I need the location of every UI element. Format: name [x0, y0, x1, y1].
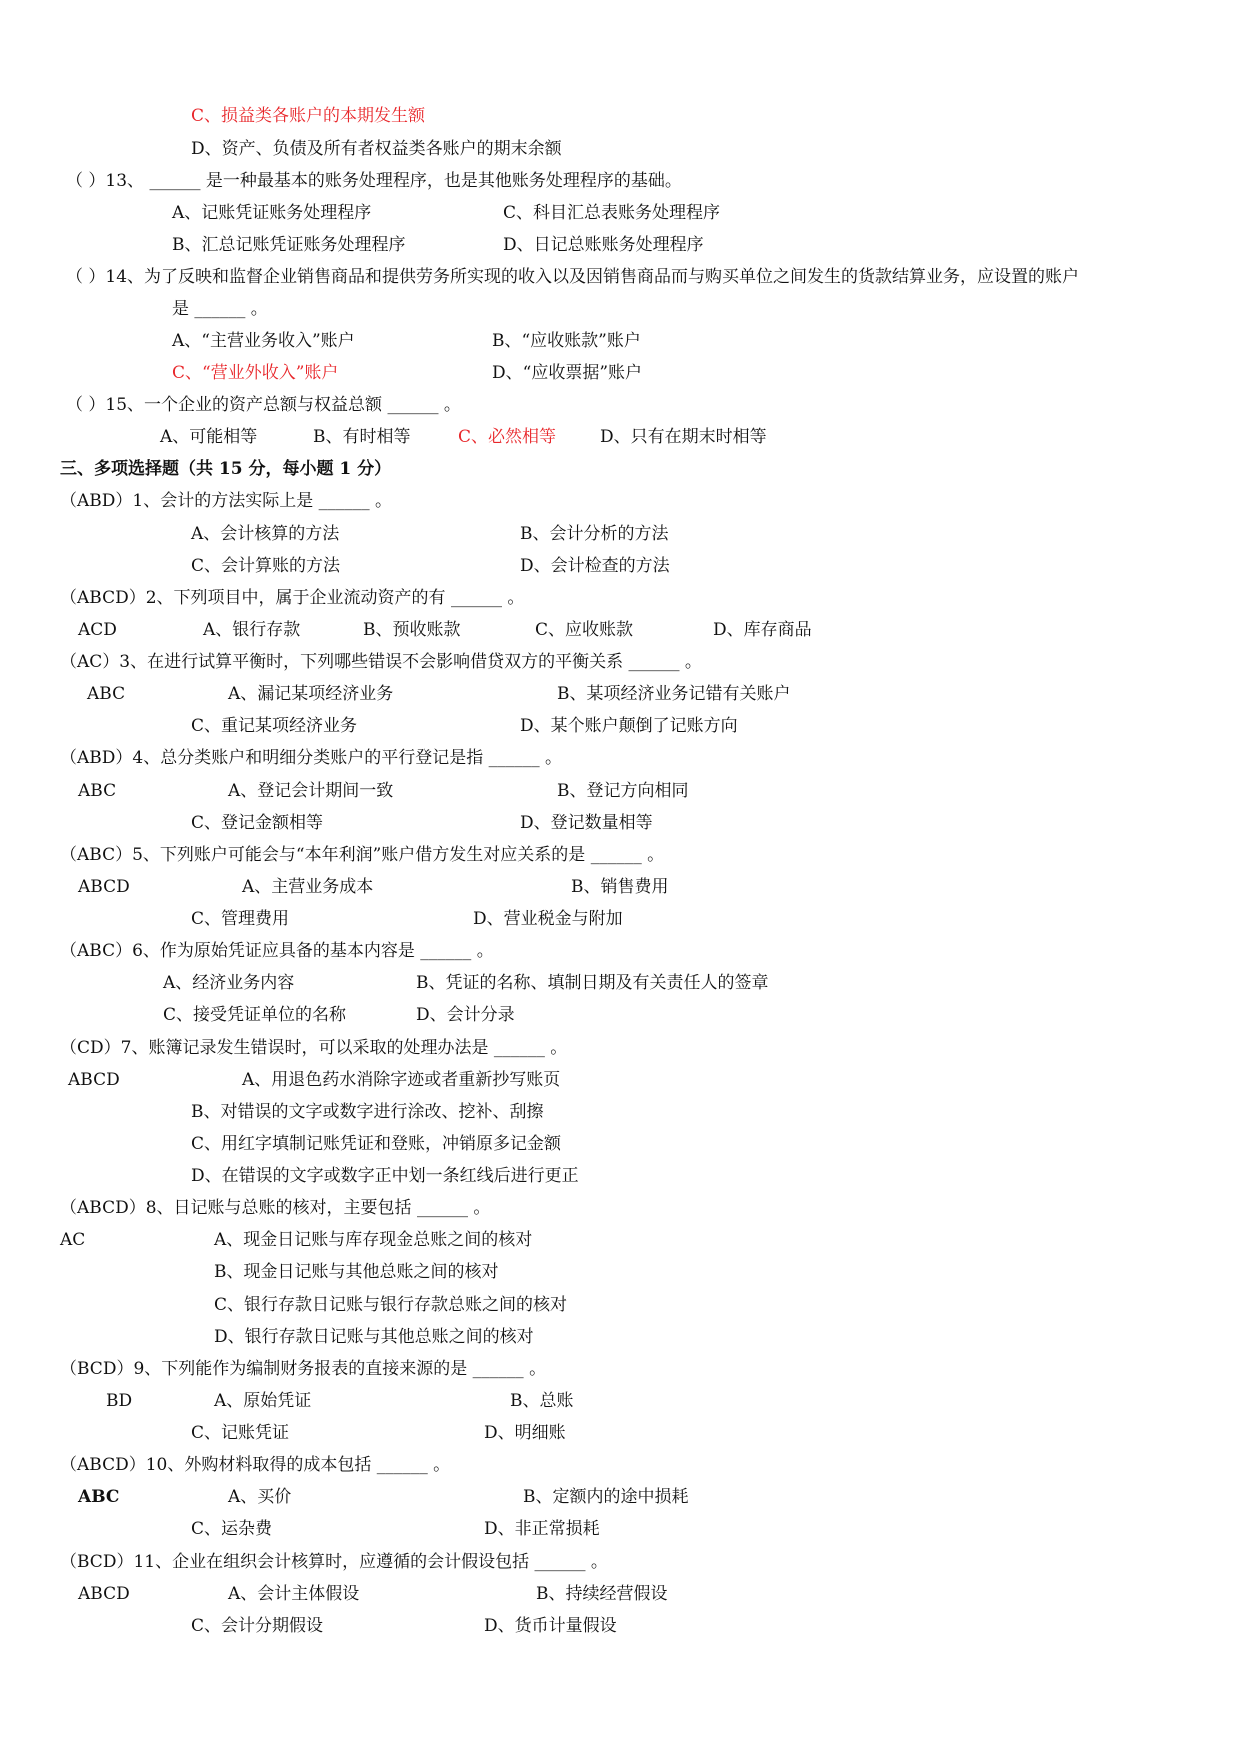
document-line: C、应收账款 — [535, 620, 634, 640]
document-line: A、买价 — [228, 1487, 292, 1507]
document-line: D、银行存款日记账与其他总账之间的核对 — [214, 1327, 534, 1347]
document-line: （BCD）11、企业在组织会计核算时，应遵循的会计假设包括 ______ 。 — [60, 1552, 608, 1572]
document-line: ACD — [78, 620, 117, 640]
document-line: B、持续经营假设 — [536, 1584, 668, 1604]
document-line: ABCD — [78, 877, 130, 897]
document-line: C、“营业外收入”账户 — [172, 363, 339, 383]
document-line: ABCD — [68, 1070, 120, 1090]
document-line: B、登记方向相同 — [557, 781, 689, 801]
document-line: A、会计核算的方法 — [191, 524, 340, 544]
document-line: ABC — [87, 684, 126, 704]
document-line: （ ）15、一个企业的资产总额与权益总额 ______ 。 — [66, 395, 461, 415]
document-line: C、用红字填制记账凭证和登账，冲销原多记金额 — [191, 1134, 562, 1154]
document-line: D、货币计量假设 — [484, 1616, 617, 1636]
document-line: D、明细账 — [484, 1423, 566, 1443]
document-line: （ABD）4、总分类账户和明细分类账户的平行登记是指 ______ 。 — [60, 748, 563, 768]
document-line: D、某个账户颠倒了记账方向 — [520, 716, 738, 736]
document-line: C、银行存款日记账与银行存款总账之间的核对 — [214, 1295, 568, 1315]
document-line: D、“应收票据”账户 — [492, 363, 643, 383]
document-line: D、库存商品 — [713, 620, 812, 640]
document-line: （ABCD）8、日记账与总账的核对，主要包括 ______ 。 — [60, 1198, 491, 1218]
document-line: （ ）14、为了反映和监督企业销售商品和提供劳务所实现的收入以及因销售商品而与购买单位之间发生的货款结算业务，应设置的账户 — [66, 267, 1080, 287]
document-line: A、主营业务成本 — [242, 877, 374, 897]
document-line: C、重记某项经济业务 — [191, 716, 358, 736]
document-line: （ ）13、 ______ 是一种最基本的账务处理程序，也是其他账务处理程序的基础。 — [66, 171, 682, 191]
document-line: B、汇总记账凭证账务处理程序 — [172, 235, 406, 255]
document-line: C、会计分期假设 — [191, 1616, 324, 1636]
document-line: D、日记总账账务处理程序 — [503, 235, 704, 255]
document-line: B、对错误的文字或数字进行涂改、挖补、刮擦 — [191, 1102, 544, 1122]
document-line: C、接受凭证单位的名称 — [163, 1005, 347, 1025]
document-line: （BCD）9、下列能作为编制财务报表的直接来源的是 ______ 。 — [60, 1359, 547, 1379]
document-line: A、可能相等 — [160, 427, 258, 447]
document-line: B、现金日记账与其他总账之间的核对 — [214, 1262, 499, 1282]
document-line: A、现金日记账与库存现金总账之间的核对 — [214, 1230, 533, 1250]
document-line: B、某项经济业务记错有关账户 — [557, 684, 791, 704]
document-line: D、会计检查的方法 — [520, 556, 670, 576]
document-line: ABC — [78, 781, 117, 801]
document-line: （ABC）6、作为原始凭证应具备的基本内容是 ______ 。 — [60, 941, 494, 961]
document-line: D、只有在期末时相等 — [600, 427, 767, 447]
document-line: A、原始凭证 — [214, 1391, 312, 1411]
document-line: B、凭证的名称、填制日期及有关责任人的签章 — [416, 973, 769, 993]
document-line: A、银行存款 — [203, 620, 301, 640]
section-heading: ABC — [78, 1487, 120, 1507]
document-line: （AC）3、在进行试算平衡时，下列哪些错误不会影响借贷双方的平衡关系 ______ 。 — [60, 652, 702, 672]
document-line: C、必然相等 — [458, 427, 557, 447]
document-line: B、有时相等 — [313, 427, 411, 447]
document-line: AC — [60, 1230, 86, 1250]
document-line: D、营业税金与附加 — [473, 909, 623, 929]
document-line: A、用退色药水消除字迹或者重新抄写账页 — [242, 1070, 561, 1090]
document-line: C、会计算账的方法 — [191, 556, 341, 576]
document-line: （ABD）1、会计的方法实际上是 ______ 。 — [60, 491, 393, 511]
document-line: C、损益类各账户的本期发生额 — [191, 106, 426, 126]
document-line: B、销售费用 — [571, 877, 669, 897]
document-line: B、会计分析的方法 — [520, 524, 669, 544]
document-line: （ABCD）10、外购材料取得的成本包括 ______ 。 — [60, 1455, 451, 1475]
document-line: A、漏记某项经济业务 — [228, 684, 394, 704]
document-line: （ABCD）2、下列项目中，属于企业流动资产的有 ______ 。 — [60, 588, 525, 608]
section-heading: 三、多项选择题（共 15 分，每小题 1 分） — [60, 459, 392, 479]
document-line: B、“应收账款”账户 — [492, 331, 641, 351]
document-line: ABCD — [78, 1584, 130, 1604]
document-line: C、科目汇总表账务处理程序 — [503, 203, 721, 223]
document-line: A、会计主体假设 — [228, 1584, 360, 1604]
document-line: B、总账 — [510, 1391, 574, 1411]
document-line: D、登记数量相等 — [520, 813, 653, 833]
document-line: C、记账凭证 — [191, 1423, 290, 1443]
document-line: A、登记会计期间一致 — [228, 781, 394, 801]
document-line: B、定额内的途中损耗 — [523, 1487, 689, 1507]
document-line: C、登记金额相等 — [191, 813, 324, 833]
document-line: D、非正常损耗 — [484, 1519, 600, 1539]
document-line: B、预收账款 — [363, 620, 461, 640]
document-line: C、运杂费 — [191, 1519, 273, 1539]
document-line: C、管理费用 — [191, 909, 290, 929]
document-line: 是 ______ 。 — [172, 299, 268, 319]
document-line: D、在错误的文字或数字正中划一条红线后进行更正 — [191, 1166, 579, 1186]
document-line: A、经济业务内容 — [163, 973, 295, 993]
document-line: A、记账凭证账务处理程序 — [172, 203, 372, 223]
document-line: D、会计分录 — [416, 1005, 515, 1025]
document-line: D、资产、负债及所有者权益类各账户的期末余额 — [191, 139, 562, 159]
document-line: （ABC）5、下列账户可能会与“本年利润”账户借方发生对应关系的是 ______ 。 — [60, 845, 665, 865]
document-line: BD — [106, 1391, 133, 1411]
document-line: A、“主营业务收入”账户 — [172, 331, 355, 351]
document-line: （CD）7、账簿记录发生错误时，可以采取的处理办法是 ______ 。 — [60, 1038, 568, 1058]
